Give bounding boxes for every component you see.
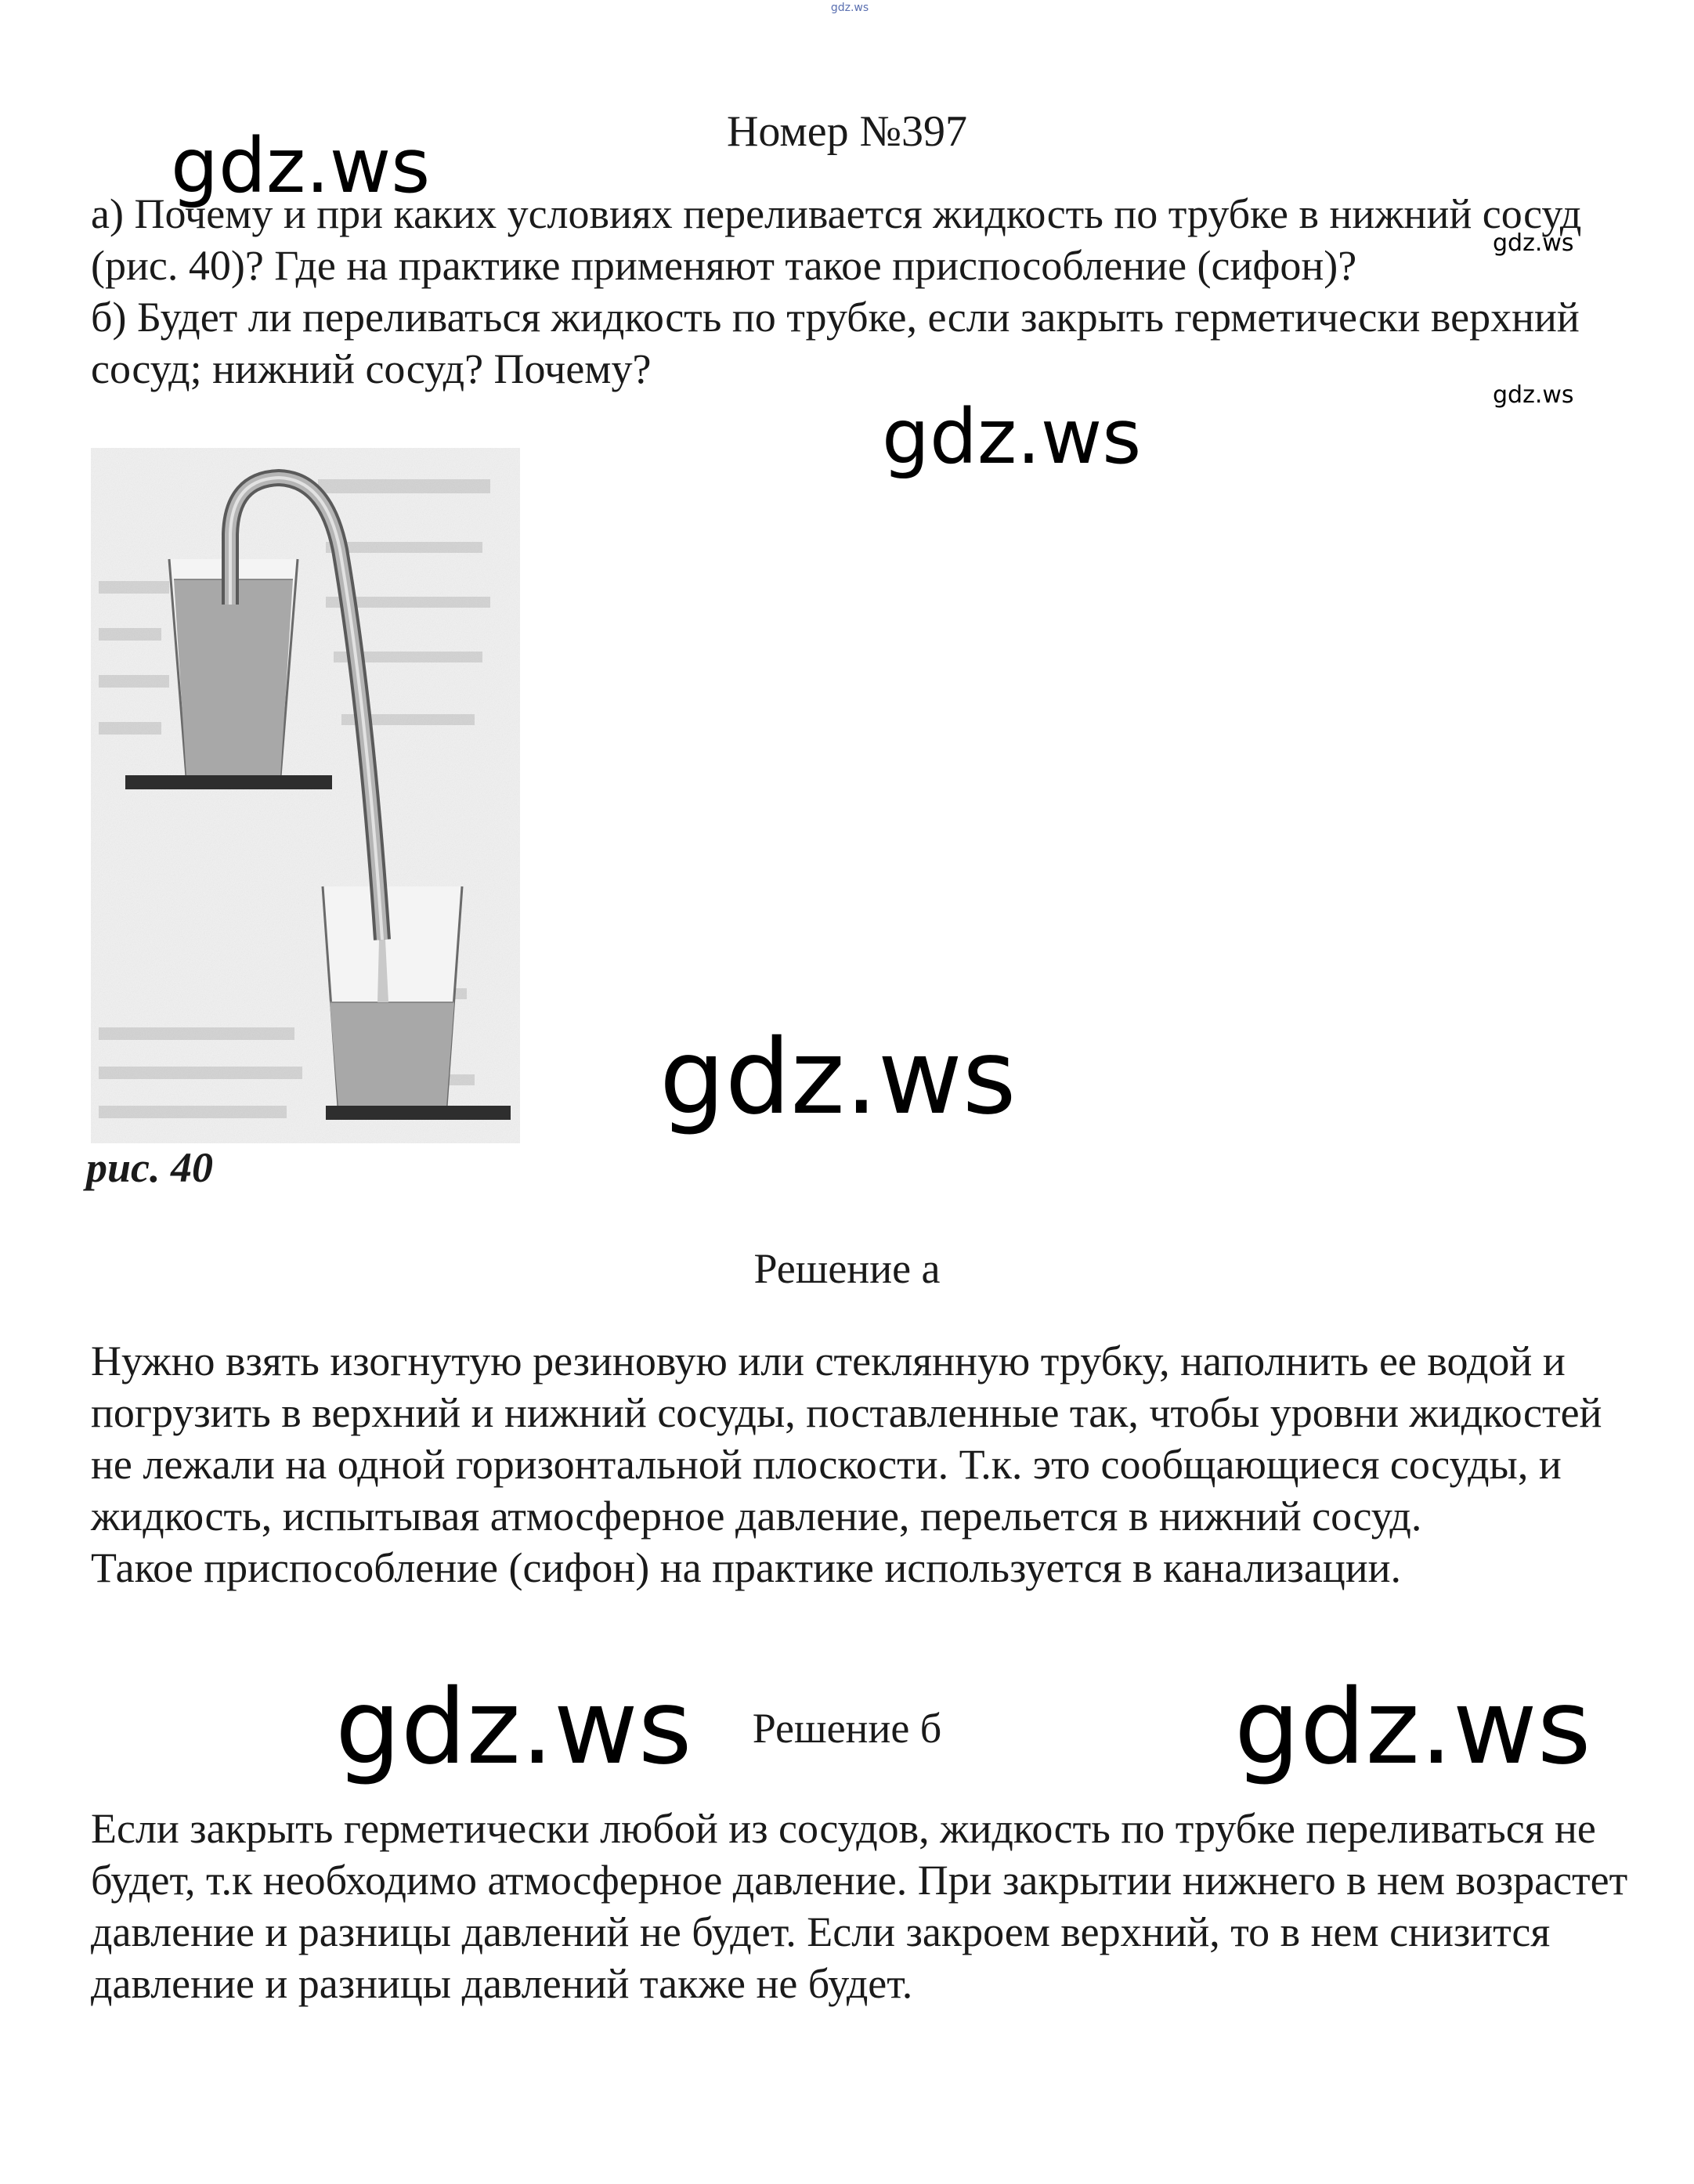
solution-a-paragraph-1: Нужно взять изогнутую резиновую или стеклянную трубку, наполнить ее водой и погрузить в верхний и нижний сосуды, поставленные так, чтобы уровни жидкостей не лежали на одной горизонтальной плоскости. Т.к. это сообщающиеся сосуды, и жидкость, испытывая атмосферное давление, перельется в нижний сосуд. — [91, 1337, 1602, 1540]
watermark: gdz.ws — [1234, 1667, 1591, 1788]
siphon-illustration — [91, 448, 520, 1143]
siphon-figure — [91, 448, 520, 1143]
solution-a-body — [91, 1335, 1649, 1594]
solution-b-body — [91, 1803, 1649, 2009]
upper-shelf — [125, 775, 332, 789]
question-block — [91, 188, 1649, 395]
lower-vessel — [323, 886, 462, 1107]
solution-a-paragraph-2: Такое приспособление (сифон) на практике используется в канализации. — [91, 1544, 1402, 1591]
watermark: gdz.ws — [171, 122, 431, 210]
solution-a-heading: Решение а — [753, 1245, 941, 1292]
page-title: Номер №397 — [726, 107, 968, 156]
solution-b-heading: Решение б — [752, 1705, 942, 1752]
grain-overlay — [91, 448, 520, 1143]
solution-b-paragraph: Если закрыть герметически любой из сосудов, жидкость по трубке переливаться не будет, т.к необходимо атмосферное давление. При закрытии нижнего в нем возрастет давление и разницы давлений не будет. Если закроем верхний, то в нем снизится давление и разницы давлений также не будет. — [91, 1805, 1628, 2007]
watermark: gdz.ws — [335, 1667, 692, 1788]
watermark: gdz.ws — [1493, 381, 1574, 409]
lower-shelf — [326, 1106, 511, 1120]
watermark: gdz.ws — [1493, 229, 1574, 257]
question-part-a: а) Почему и при каких условиях переливается жидкость по трубке в нижний сосуд (рис. 40)? Где на практике применяют такое приспособление (сифон)? — [91, 190, 1582, 289]
watermark: gdz.ws — [882, 393, 1142, 481]
question-part-b: б) Будет ли переливаться жидкость по трубке, если закрыть герметически верхний сосуд; нижний сосуд? Почему? — [91, 294, 1580, 392]
watermark: gdz.ws — [659, 1017, 1017, 1138]
figure-caption: рис. 40 — [86, 1144, 213, 1191]
top-watermark: gdz.ws — [830, 2, 869, 14]
